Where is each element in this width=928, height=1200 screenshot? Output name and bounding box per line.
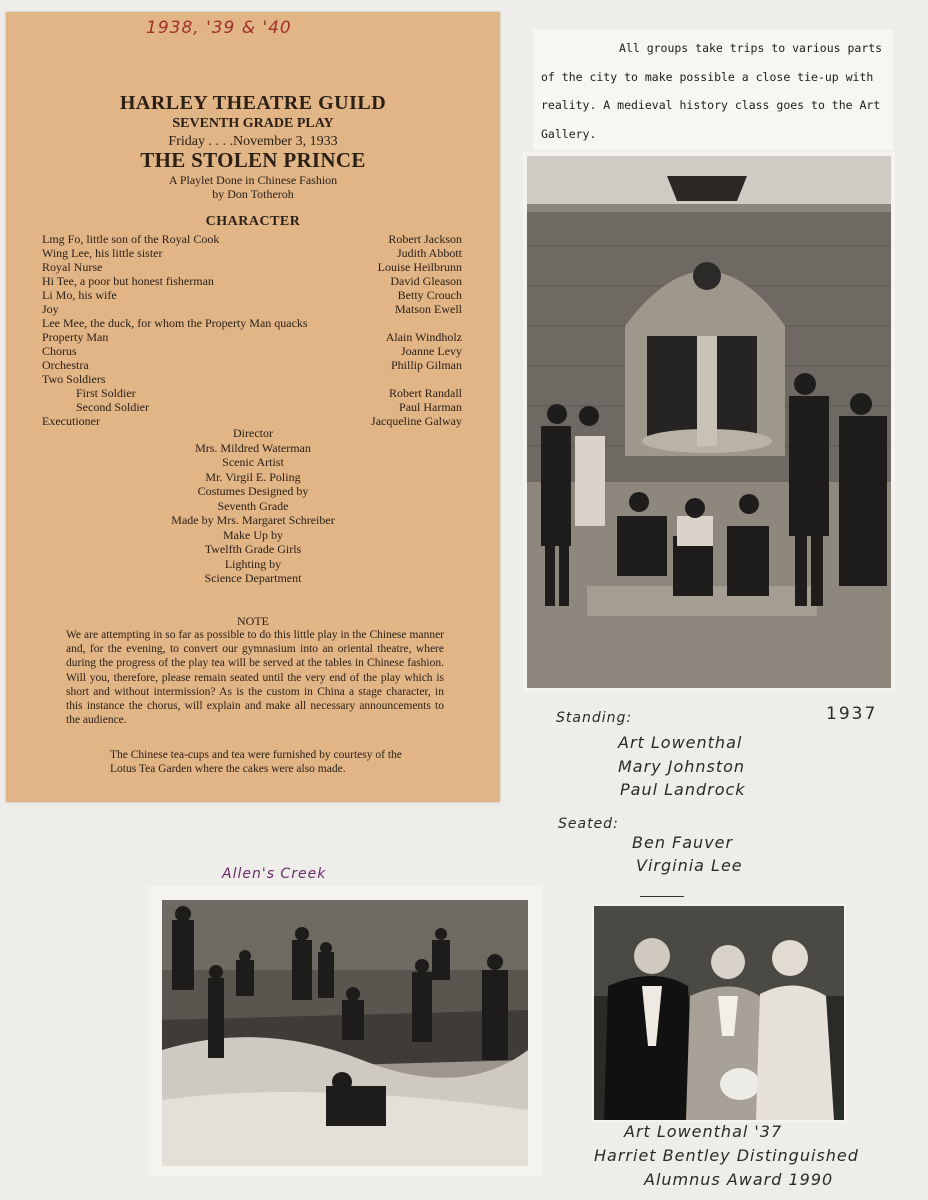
art-gallery-photo-image bbox=[527, 156, 891, 688]
cast-actor: Matson Ewell bbox=[395, 302, 462, 316]
credit-line: Director bbox=[233, 426, 273, 440]
cast-role: Executioner bbox=[42, 414, 100, 428]
alumni-award-photo bbox=[592, 904, 846, 1122]
cast-role: Joy bbox=[42, 302, 59, 316]
seated-name: Virginia Lee bbox=[636, 856, 743, 875]
award-caption-line: Alumnus Award 1990 bbox=[644, 1170, 834, 1189]
cast-actor: Louise Heilbrunn bbox=[377, 260, 462, 274]
play-title: THE STOLEN PRINCE bbox=[140, 148, 366, 172]
cast-row bbox=[42, 260, 462, 274]
cast-row bbox=[42, 246, 462, 260]
cast-row bbox=[42, 330, 462, 344]
seated-name: Ben Fauver bbox=[632, 833, 734, 852]
cast-actor: Paul Harman bbox=[399, 400, 462, 414]
note-footer: The Chinese tea-cups and tea were furnished by courtesy of the Lotus Tea Garden where the cakes were also made. bbox=[110, 749, 402, 775]
credit-line: Mr. Virgil E. Poling bbox=[205, 469, 301, 484]
guild-name: HARLEY THEATRE GUILD bbox=[119, 92, 387, 114]
cast-list bbox=[42, 232, 462, 428]
cast-role: Property Man bbox=[42, 330, 109, 344]
photo-year: 1937 bbox=[826, 704, 878, 724]
cast-actor: Joanne Levy bbox=[401, 344, 462, 358]
standing-name: Art Lowenthal bbox=[618, 733, 743, 752]
cast-actor: Jacqueline Galway bbox=[371, 414, 462, 428]
cast-row bbox=[42, 344, 462, 358]
typed-caption-text: All groups take trips to various parts of the city to make possible a close tie-up with reality. A medieval history class goes to the Art Gallery. bbox=[541, 41, 883, 141]
note-heading: NOTE bbox=[237, 614, 269, 628]
cast-actor: Betty Crouch bbox=[397, 288, 462, 302]
cast-role: Lee Mee, the duck, for whom the Property Man quacks bbox=[42, 316, 308, 330]
cast-role: Lmg Fo, little son of the Royal Cook bbox=[42, 232, 220, 246]
character-heading: CHARACTER bbox=[205, 214, 301, 229]
allens-creek-photo bbox=[148, 886, 542, 1176]
cast-role: Hi Tee, a poor but honest fisherman bbox=[42, 274, 214, 288]
award-caption-line: Harriet Bentley Distinguished bbox=[594, 1146, 859, 1165]
cast-row bbox=[42, 274, 462, 288]
cast-role: Wing Lee, his little sister bbox=[42, 246, 163, 260]
theatre-program bbox=[6, 12, 500, 802]
play-author: by Don Totheroh bbox=[212, 187, 294, 201]
typed-caption bbox=[533, 30, 893, 150]
credit-line: Make Up by bbox=[223, 527, 283, 542]
credit-line: Lighting by bbox=[224, 556, 282, 571]
cast-row bbox=[42, 288, 462, 302]
seated-label: Seated: bbox=[558, 816, 619, 832]
credit-line: Mrs. Mildred Waterman bbox=[195, 440, 311, 455]
cast-actor: Alain Windholz bbox=[385, 330, 462, 344]
cast-row bbox=[42, 372, 462, 386]
award-caption-line: Art Lowenthal '37 bbox=[624, 1122, 783, 1141]
creek-label: Allen's Creek bbox=[222, 866, 327, 882]
cast-actor: Robert Randall bbox=[389, 386, 462, 400]
credit-line: Seventh Grade bbox=[217, 498, 289, 513]
cast-role: Chorus bbox=[42, 344, 77, 358]
standing-name: Mary Johnston bbox=[618, 757, 746, 776]
credits-list bbox=[6, 426, 500, 586]
cast-row bbox=[42, 316, 462, 330]
performance-date: Friday . . . .November 3, 1933 bbox=[168, 134, 338, 149]
credit-line: Science Department bbox=[204, 571, 302, 585]
cast-row bbox=[42, 386, 462, 400]
grade-play: SEVENTH GRADE PLAY bbox=[172, 116, 334, 131]
standing-name: Paul Landrock bbox=[620, 780, 746, 799]
cast-role: Royal Nurse bbox=[42, 260, 103, 274]
cast-role: Two Soldiers bbox=[42, 372, 106, 386]
art-gallery-photo bbox=[523, 152, 895, 692]
cast-actor: Phillip Gilman bbox=[390, 358, 462, 372]
cast-role: First Soldier bbox=[76, 386, 136, 400]
credit-line: Scenic Artist bbox=[222, 455, 284, 469]
alumni-award-photo-image bbox=[594, 906, 844, 1120]
allens-creek-photo-image bbox=[162, 900, 528, 1166]
cast-row bbox=[42, 358, 462, 372]
cast-role: Second Soldier bbox=[76, 400, 149, 414]
cast-row bbox=[42, 302, 462, 316]
play-subtitle: A Playlet Done in Chinese Fashion bbox=[168, 173, 338, 187]
credit-line: Costumes Designed by bbox=[197, 484, 309, 498]
cast-actor: Robert Jackson bbox=[388, 232, 462, 246]
cast-actor: Judith Abbott bbox=[396, 246, 462, 260]
handwritten-years: 1938, '39 & '40 bbox=[146, 18, 292, 38]
note-body: We are attempting in so far as possible to do this little play in the Chinese manner and, for the evening, to convert our gymnasium into an oriental theatre, where during the progress of the play tea will be served at the tables in Chinese fashion. Will you, therefore, please remain seated until the very end of the play which is short and without intermission? As is the custom in China a stage character, in this instance the chorus, will explain and make all necessary announcements to the audience. bbox=[66, 629, 444, 727]
standing-label: Standing: bbox=[556, 710, 633, 726]
cast-row bbox=[42, 232, 462, 246]
credit-line: Twelfth Grade Girls bbox=[204, 542, 302, 556]
divider-line bbox=[640, 896, 684, 897]
cast-actor: David Gleason bbox=[390, 274, 462, 288]
cast-role: Li Mo, his wife bbox=[42, 288, 117, 302]
cast-row bbox=[42, 400, 462, 414]
credit-line: Made by Mrs. Margaret Schreiber bbox=[171, 513, 335, 527]
cast-role: Orchestra bbox=[42, 358, 89, 372]
